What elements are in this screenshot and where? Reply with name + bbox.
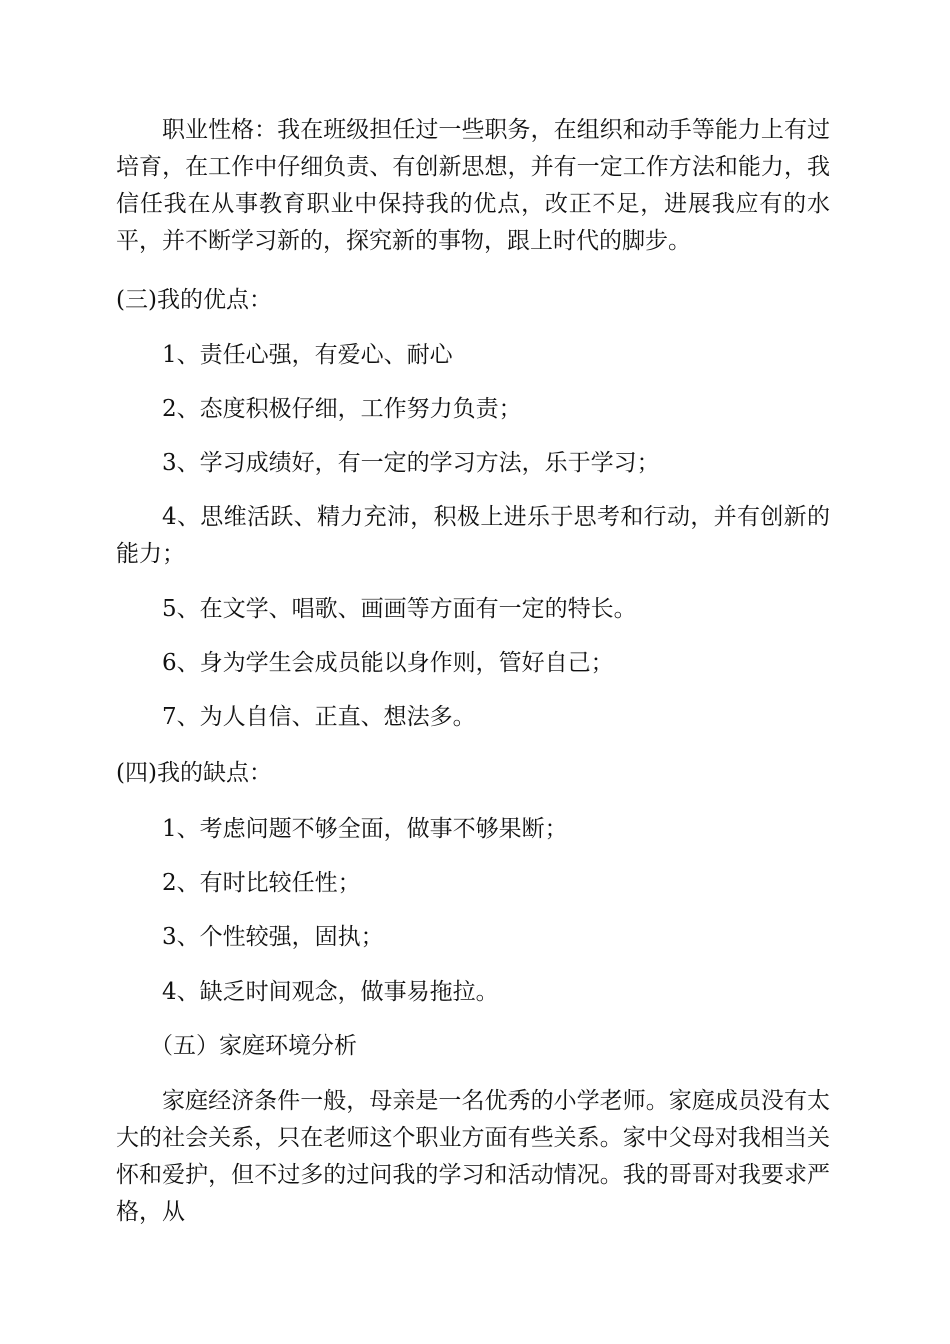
strength-item-3: 3、学习成绩好，有一定的学习方法，乐于学习；	[162, 450, 660, 476]
strength-item-5: 5、在文学、唱歌、画画等方面有一定的特长。	[162, 596, 637, 622]
family-section-heading: （五）家庭环境分析	[150, 1033, 357, 1059]
career-personality-paragraph: 职业性格：我在班级担任过一些职务，在组织和动手等能力上有过培育，在工作中仔细负责、有创新思想，并有一定工作方法和能力，我信任我在从事教育职业中保持我的优点，改正不足，进展我应有的水平，并不断学习新的，探究新的事物，跟上时代的脚步。	[116, 117, 830, 254]
strength-item-2: 2、态度积极仔细，工作努力负责；	[162, 396, 522, 422]
family-paragraph: 家庭经济条件一般，母亲是一名优秀的小学老师。家庭成员没有太大的社会关系，只在老师这个职业方面有些关系。家中父母对我相当关怀和爱护，但不过多的过问我的学习和活动情况。我的哥哥对我要求严格，从	[116, 1088, 830, 1225]
strength-item-1: 1、责任心强，有爱心、耐心	[162, 342, 453, 368]
strength-item-7: 7、为人自信、正直、想法多。	[162, 704, 476, 730]
weakness-item-4: 4、缺乏时间观念，做事易拖拉。	[162, 979, 499, 1005]
weakness-item-1: 1、考虑问题不够全面，做事不够果断；	[162, 816, 568, 842]
strength-item-6: 6、身为学生会成员能以身作则，管好自己；	[162, 650, 614, 676]
strengths-heading: (三)我的优点：	[116, 287, 272, 313]
weakness-item-3: 3、个性较强，固执；	[162, 924, 384, 950]
strength-item-4: 4、思维活跃、精力充沛，积极上进乐于思考和行动，并有创新的能力；	[116, 504, 830, 567]
weaknesses-heading: (四)我的缺点：	[116, 760, 272, 786]
weakness-item-2: 2、有时比较任性；	[162, 870, 361, 896]
